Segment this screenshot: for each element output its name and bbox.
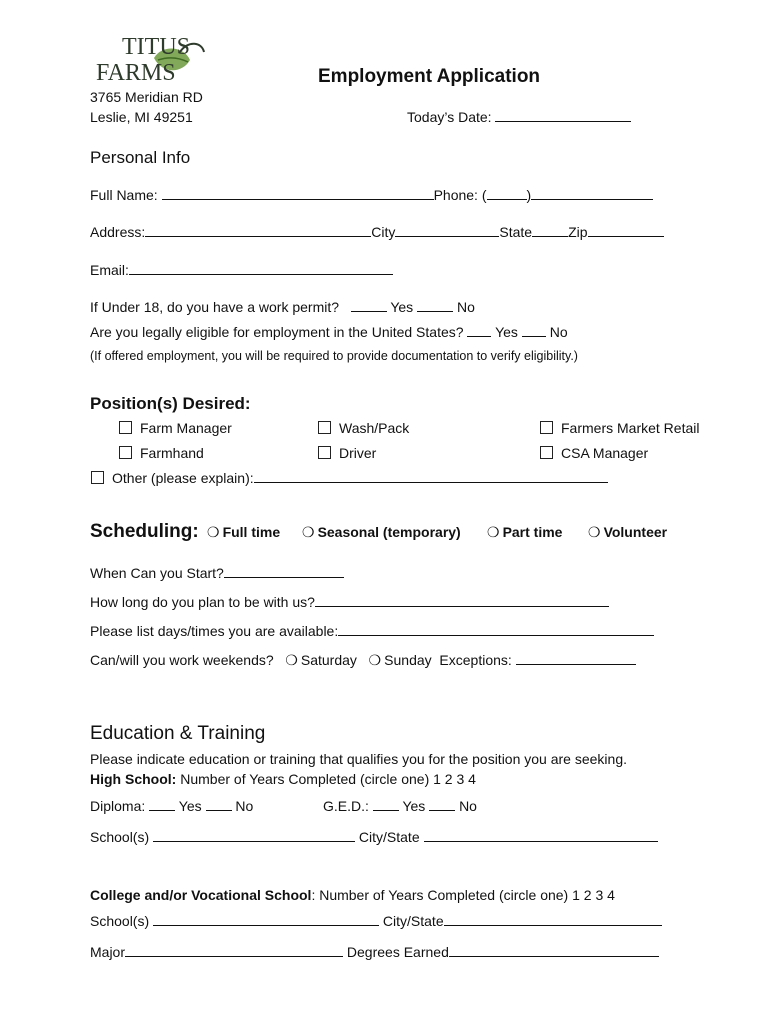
scheduling-heading: Scheduling: bbox=[90, 521, 199, 542]
weekends-field[interactable]: Can/will you work weekends? ❍ Saturday ❍ Sunday Exceptions: bbox=[90, 652, 636, 669]
date-label: Today’s Date: bbox=[407, 109, 492, 125]
radio-icon[interactable]: ❍ bbox=[487, 524, 500, 540]
radio-icon[interactable]: ❍ bbox=[368, 652, 382, 668]
position-csa-manager[interactable]: CSA Manager bbox=[540, 445, 648, 462]
start-date-field[interactable]: When Can you Start? bbox=[90, 565, 344, 582]
eligibility-note: (If offered employment, you will be required to provide documentation to verify eligibility.) bbox=[90, 349, 578, 363]
radio-icon[interactable]: ❍ bbox=[588, 524, 601, 540]
position-driver[interactable]: Driver bbox=[318, 445, 376, 462]
checkbox-icon[interactable] bbox=[119, 446, 132, 459]
positions-heading: Position(s) Desired: bbox=[90, 394, 251, 413]
hs-school-field[interactable]: School(s) City/State bbox=[90, 829, 658, 846]
option-part-time[interactable]: ❍ Part time bbox=[487, 524, 563, 540]
position-farm-manager[interactable]: Farm Manager bbox=[119, 420, 232, 437]
radio-icon[interactable]: ❍ bbox=[285, 652, 298, 668]
duration-field[interactable]: How long do you plan to be with us? bbox=[90, 594, 609, 611]
ged-field[interactable]: G.E.D.: Yes No bbox=[323, 798, 477, 814]
position-farmhand[interactable]: Farmhand bbox=[119, 445, 204, 462]
form-title: Employment Application bbox=[318, 66, 541, 87]
checkbox-icon[interactable] bbox=[318, 446, 331, 459]
major-field[interactable]: Major Degrees Earned bbox=[90, 944, 659, 961]
radio-icon[interactable]: ❍ bbox=[207, 524, 220, 540]
option-seasonal[interactable]: ❍ Seasonal (temporary) bbox=[302, 524, 461, 540]
address-field[interactable]: Address: City State Zip bbox=[90, 224, 664, 241]
availability-field[interactable]: Please list days/times you are available: bbox=[90, 623, 654, 640]
radio-icon[interactable]: ❍ bbox=[302, 524, 315, 540]
diploma-field[interactable]: Diploma: Yes No bbox=[90, 798, 254, 814]
full-name-field[interactable]: Full Name: Phone: ( ) bbox=[90, 187, 653, 204]
position-wash-pack[interactable]: Wash/Pack bbox=[318, 420, 409, 437]
checkbox-icon[interactable] bbox=[540, 446, 553, 459]
option-full-time[interactable]: ❍ Full time bbox=[207, 524, 281, 540]
checkbox-icon[interactable] bbox=[91, 471, 104, 484]
todays-date-field[interactable] bbox=[407, 109, 631, 126]
titus-farms-logo bbox=[92, 30, 212, 88]
personal-info-heading: Personal Info bbox=[90, 148, 191, 167]
eligibility-question[interactable]: Are you legally eligible for employment in the United States? Yes No bbox=[90, 324, 568, 340]
college-row: College and/or Vocational School: Number of Years Completed (circle one) 1 2 3 4 bbox=[90, 887, 615, 903]
svg-text:FARMS: FARMS bbox=[96, 60, 176, 86]
option-volunteer[interactable]: ❍ Volunteer bbox=[588, 524, 668, 540]
email-field[interactable]: Email: bbox=[90, 262, 393, 279]
education-intro: Please indicate education or training that qualifies you for the position you are seeking. bbox=[90, 751, 628, 767]
high-school-row: High School: Number of Years Completed (circle one) 1 2 3 4 bbox=[90, 771, 476, 787]
address-line-2: Leslie, MI 49251 bbox=[90, 109, 193, 125]
address-line-1: 3765 Meridian RD bbox=[90, 89, 203, 105]
checkbox-icon[interactable] bbox=[540, 421, 553, 434]
college-school-field[interactable]: School(s) City/State bbox=[90, 913, 662, 930]
checkbox-icon[interactable] bbox=[318, 421, 331, 434]
education-heading: Education & Training bbox=[90, 723, 266, 744]
position-other[interactable]: Other (please explain): bbox=[91, 470, 608, 487]
position-farmers-market-retail[interactable]: Farmers Market Retail bbox=[540, 420, 699, 437]
svg-text:TITUS: TITUS bbox=[122, 34, 190, 60]
work-permit-question[interactable]: If Under 18, do you have a work permit? Yes No bbox=[90, 299, 475, 315]
checkbox-icon[interactable] bbox=[119, 421, 132, 434]
